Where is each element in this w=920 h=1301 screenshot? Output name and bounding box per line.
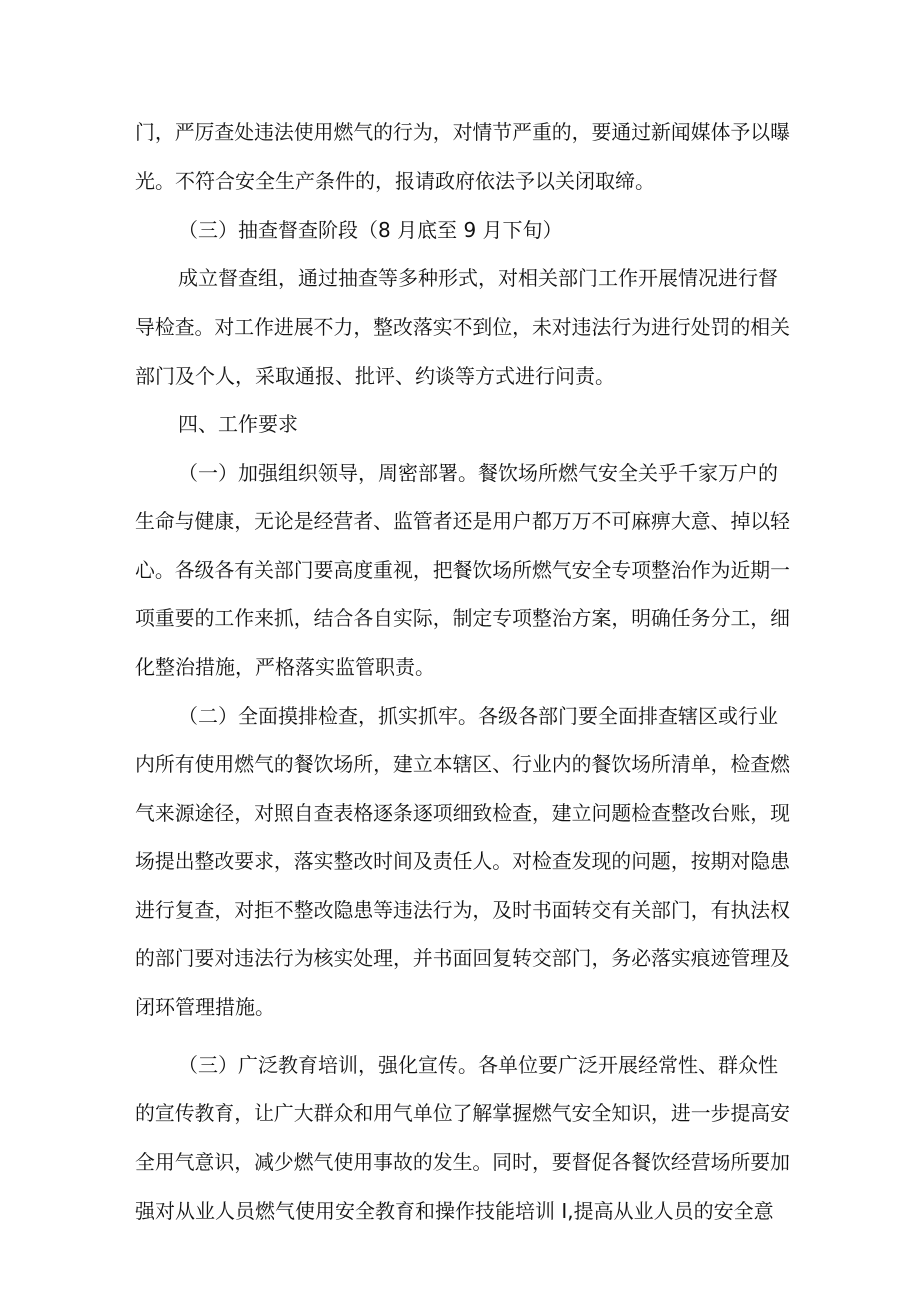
line-text: 场提出整改要求，落实整改时间及责任人。对检查发现的问题，按期对隐患	[135, 849, 790, 873]
line-text: 四、工作要求	[178, 412, 298, 436]
line-text: 成立督查组，通过抽查等多种形式，对相关部门工作开展情况进行督	[178, 266, 778, 290]
text-line	[0, 1191, 920, 1231]
line-text: （一）加强组织领导，周密部署。餐饮场所燃气安全关乎千家万户的	[178, 461, 778, 485]
line-text: 项重要的工作来抓，结合各自实际，制定专项整治方案，明确任务分工，细	[135, 606, 790, 630]
text-line	[0, 258, 920, 298]
text-line	[0, 453, 920, 493]
line-text: 门，严厉查处违法使用燃气的行为，对情节严重的，要通过新闻媒体予以曝	[135, 120, 790, 144]
line-text: 气来源途径，对照自查表格逐条逐项细致检查，建立问题检查整改台账，现	[135, 801, 790, 825]
line-text: 化整治措施，严格落实监管职责。	[135, 655, 435, 679]
line-text: （三）抽查督查阶段（8 月底至 9 月下旬）	[178, 218, 563, 242]
line-text: 光。不符合安全生产条件的，报请政府依法予以关闭取缔。	[135, 169, 655, 193]
text-line	[0, 307, 920, 347]
text-line	[0, 1093, 920, 1133]
line-text: 的部门要对违法行为核实处理，并书面回复转交部门，务必落实痕迹管理及	[135, 946, 790, 970]
text-line	[0, 938, 920, 978]
line-text: 全用气意识，减少燃气使用事故的发生。同时，要督促各餐饮经营场所要加	[135, 1150, 790, 1174]
text-line	[0, 793, 920, 833]
section-heading	[0, 404, 920, 444]
line-text: （二）全面摸排检查，抓实抓牢。各级各部门要全面排查辖区或行业	[178, 704, 778, 728]
text-line	[0, 501, 920, 541]
line-text: 进行复查，对拒不整改隐患等违法行为，及时书面转交有关部门，有执法权	[135, 898, 790, 922]
text-line	[0, 744, 920, 784]
line-text: 心。各级各有关部门要高度重视，把餐饮场所燃气安全专项整治作为近期一	[135, 558, 790, 582]
line-text: 内所有使用燃气的餐饮场所，建立本辖区、行业内的餐饮场所清单，检查燃	[135, 752, 790, 776]
text-line	[0, 696, 920, 736]
text-line	[0, 890, 920, 930]
section-heading	[0, 210, 920, 250]
line-text: 部门及个人，采取通报、批评、约谈等方式进行问责。	[135, 364, 615, 388]
text-line	[0, 550, 920, 590]
line-text: 闭环管理措施。	[135, 995, 275, 1019]
line-text: 的宣传教育，让广大群众和用气单位了解掌握燃气安全知识，进一步提高安	[135, 1101, 790, 1125]
text-line	[0, 987, 920, 1027]
text-line	[0, 1142, 920, 1182]
text-line	[0, 598, 920, 638]
line-text: （三）广泛教育培训，强化宣传。各单位要广泛开展经常性、群众性	[178, 1053, 778, 1077]
line-text: 强对从业人员燃气使用安全教育和操作技能培训 I,提高从业人员的安全意	[135, 1199, 774, 1223]
text-line	[0, 161, 920, 201]
text-line	[0, 1045, 920, 1085]
line-text: 生命与健康，无论是经营者、监管者还是用户都万万不可麻痹大意、掉以轻	[135, 509, 790, 533]
text-line	[0, 647, 920, 687]
text-line	[0, 112, 920, 152]
text-line	[0, 841, 920, 881]
text-line	[0, 356, 920, 396]
line-text: 导检查。对工作进展不力，整改落实不到位，未对违法行为进行处罚的相关	[135, 315, 790, 339]
